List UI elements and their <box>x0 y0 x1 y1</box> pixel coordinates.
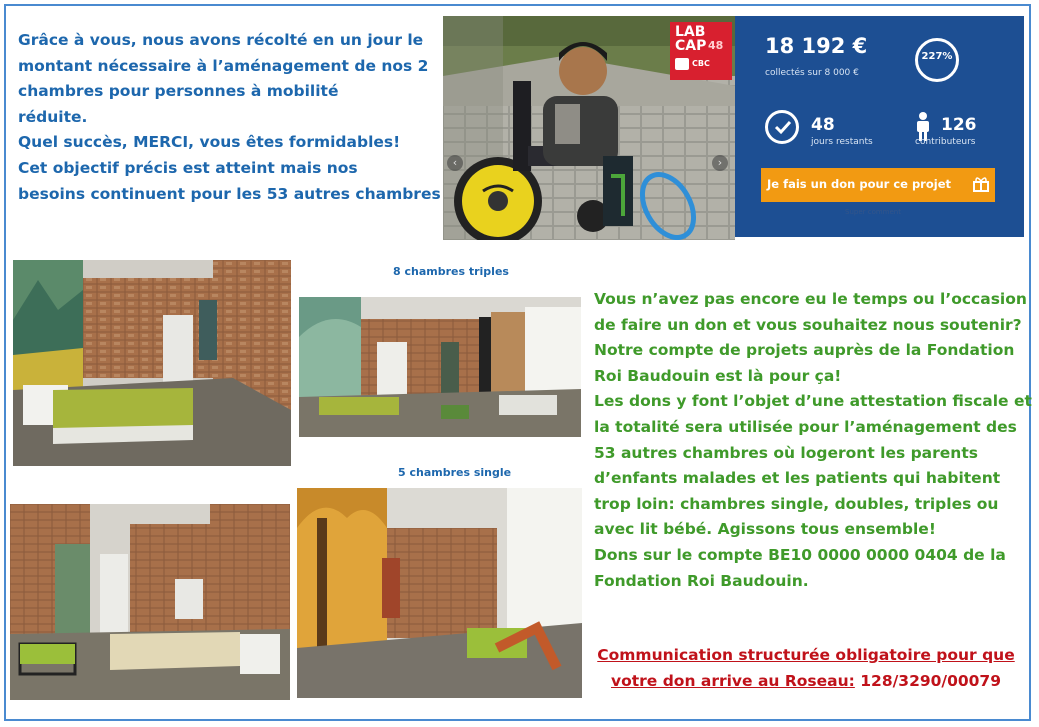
thanks-line: besoins continuent pour les 53 autres chambres <box>18 184 441 203</box>
thanks-line: montant nécessaire à l’aménagement de nos 2 <box>18 56 429 75</box>
appeal-line: Roi Baudouin est là pour ça! <box>594 366 842 385</box>
contributors-value: 126 <box>941 115 977 135</box>
days-value: 48 <box>811 115 835 135</box>
appeal-line: trop loin: chambres single, doubles, triples ou <box>594 494 999 513</box>
thanks-line: Quel succès, MERCI, vous êtes formidables! <box>18 133 401 152</box>
room-caption: 8 chambres triples <box>393 265 509 278</box>
donate-button-label: Je fais un don pour ce projet <box>767 177 951 191</box>
labcap-logo <box>670 22 732 80</box>
appeal-line: Dons sur le compte BE10 0000 0000 0404 de la <box>594 545 1006 564</box>
logo-bank: CBC <box>692 59 710 68</box>
carousel-next-arrow[interactable]: › <box>712 155 728 171</box>
contributors-label: contributeurs <box>915 137 976 147</box>
appeal-line: Vous n’avez pas encore eu le temps ou l’occasion <box>594 290 1027 308</box>
structured-communication <box>596 642 1016 694</box>
room-image-baby-bed <box>10 504 290 700</box>
thanks-line: réduite. <box>18 107 88 126</box>
appeal-line: d’enfants malades et les patients qui habitent <box>594 469 1001 488</box>
logo-number: 48 <box>708 39 724 52</box>
thanks-message <box>18 28 441 207</box>
thanks-line: chambres pour personnes à mobilité <box>18 82 339 101</box>
amount-collected: 18 192 € <box>765 34 868 58</box>
appeal-line: Les dons y font l’objet d’une attestation fiscale et <box>594 392 1032 411</box>
room-caption: 5 chambres single <box>398 466 512 479</box>
room-image-single <box>297 488 582 698</box>
appeal-line: avec lit bébé. Agissons tous ensemble! <box>594 520 936 539</box>
thanks-line: Grâce à vous, nous avons récolté en un jour le <box>18 31 424 49</box>
donate-button[interactable] <box>761 168 995 202</box>
percent-value: 227% <box>921 51 953 62</box>
appeal-line: la totalité sera utilisée pour l’aménagement des <box>594 417 1017 436</box>
carousel-prev-arrow[interactable]: ‹ <box>447 155 463 171</box>
gift-icon <box>973 176 989 192</box>
logo-line2: CAP <box>675 38 707 54</box>
communication-line2: votre don arrive au Roseau: <box>610 672 855 690</box>
clock-check-icon <box>765 110 799 144</box>
campaign-panel <box>735 16 1024 237</box>
room-image-doubles <box>13 260 291 466</box>
communication-reference: 128/3290/00079 <box>860 672 1002 690</box>
communication-line1: Communication structurée obligatoire pour que <box>597 646 1015 664</box>
collected-label: collectés sur 8 000 € <box>765 68 859 78</box>
appeal-line: Fondation Roi Baudouin. <box>594 571 809 590</box>
days-label: jours restants <box>811 137 873 147</box>
appeal-line: Notre compte de projets auprès de la Fondation <box>594 341 1015 360</box>
appeal-line: de faire un don et vous souhaitez nous soutenir? <box>594 315 1022 334</box>
bank-icon <box>675 58 689 70</box>
thanks-line: Cet objectif précis est atteint mais nos <box>18 158 358 177</box>
room-image-triples <box>299 297 581 437</box>
logo-line1: LAB <box>675 24 706 40</box>
below-button-text: Super comment <box>845 208 901 216</box>
appeal-line: 53 autres chambres où logeront les parents <box>594 443 978 462</box>
appeal-message <box>594 287 1032 594</box>
